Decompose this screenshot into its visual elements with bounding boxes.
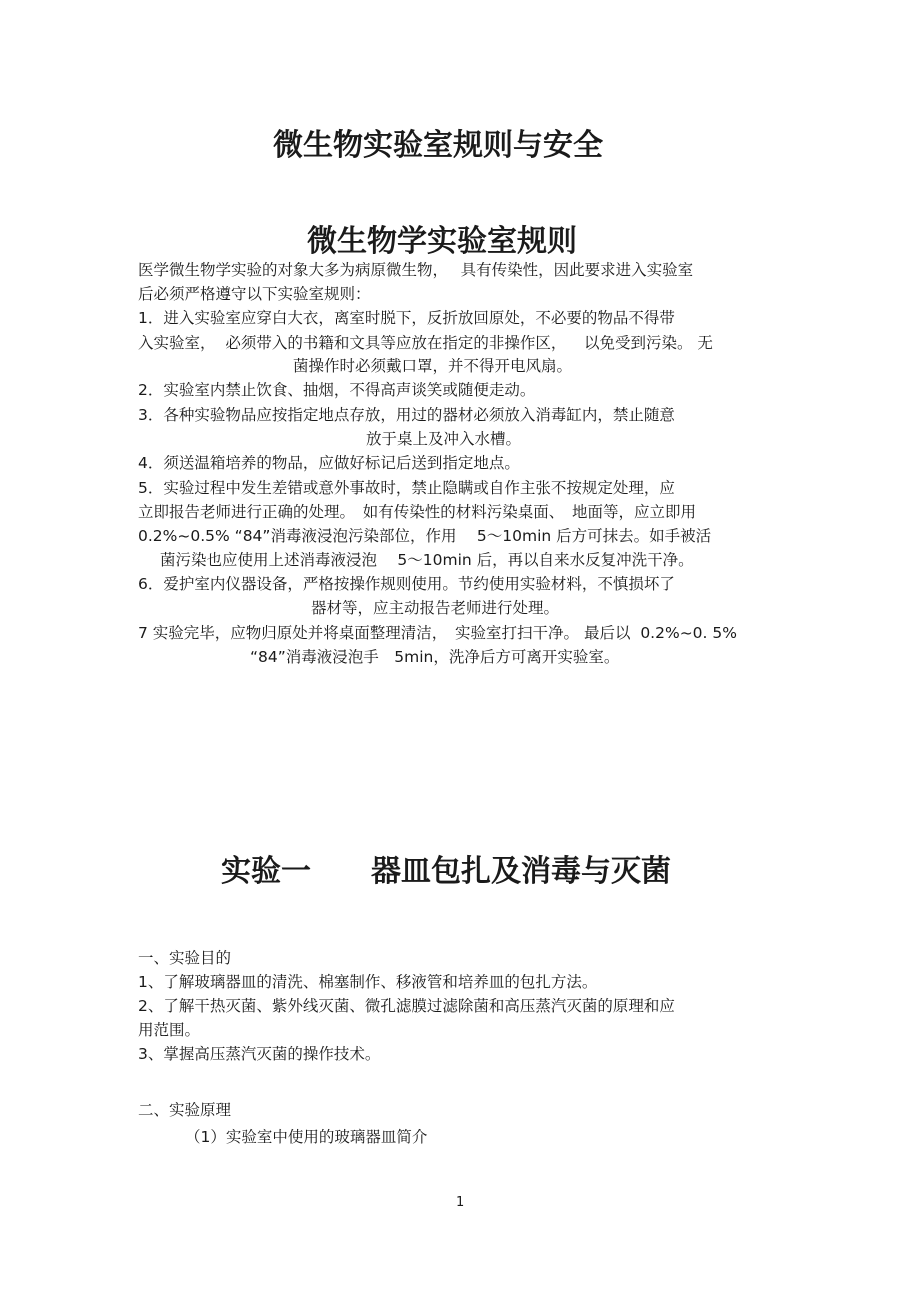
document-title: 微生物实验室规则与安全 (273, 128, 603, 163)
rule-item-7-line-1: 7 实验完毕，应物归原处并将桌面整理清洁， 实验室打扫干净。 最后以 0.2%~0. 5% (138, 624, 737, 642)
rule-item-6-line-1: 6．爱护室内仪器设备，严格按操作规则使用。节约使用实验材料，不慎损坏了 (138, 575, 675, 593)
principle-heading: 二、实验原理 (138, 1101, 232, 1119)
rule-item-5-line-1: 5．实验过程中发生差错或意外事故时，禁止隐瞒或自作主张不按规定处理，应 (138, 479, 675, 497)
rule-item-4: 4．须送温箱培养的物品，应做好标记后送到指定地点。 (138, 454, 520, 472)
experiment-heading: 实验一 器皿包扎及消毒与灭菌 (221, 854, 671, 889)
rule-item-1-line-3: 菌操作时必须戴口罩，并不得开电风扇。 (293, 357, 573, 375)
rule-item-5-line-2: 立即报告老师进行正确的处理。 如有传染性的材料污染桌面、 地面等，应立即用 (138, 503, 697, 521)
principle-subheading-1: （1）实验室中使用的玻璃器皿简介 (185, 1128, 428, 1146)
rule-item-6-line-2: 器材等，应主动报告老师进行处理。 (311, 599, 560, 617)
purpose-item-2-line-2: 用范围。 (138, 1021, 201, 1039)
page-number: 1 (456, 1195, 465, 1210)
rule-item-2: 2．实验室内禁止饮食、抽烟，不得高声谈笑或随便走动。 (138, 381, 536, 399)
rules-intro-line-2: 后必须严格遵守以下实验室规则： (138, 285, 371, 303)
rule-item-1-line-2: 入实验室， 必须带入的书籍和文具等应放在指定的非操作区， 以免受到污染。 无 (138, 334, 713, 352)
rule-item-3-line-1: 3．各种实验物品应按指定地点存放，用过的器材必须放入消毒缸内，禁止随意 (138, 406, 675, 424)
rule-item-1-line-1: 1．进入实验室应穿白大衣，离室时脱下，反折放回原处，不必要的物品不得带 (138, 309, 675, 327)
rule-item-5-line-3: 0.2%~0.5% “84”消毒液浸泡污染部位，作用 5～10min 后方可抹去。如手被活 (138, 527, 712, 545)
rule-item-7-line-2: “84”消毒液浸泡手 5min，洗净后方可离开实验室。 (250, 648, 620, 666)
purpose-item-2-line-1: 2、了解干热灭菌、紫外线灭菌、微孔滤膜过滤除菌和高压蒸汽灭菌的原理和应 (138, 997, 675, 1015)
rule-item-5-line-4: 菌污染也应使用上述消毒液浸泡 5～10min 后，再以自来水反复冲洗干净。 (160, 551, 694, 569)
rule-item-3-line-2: 放于桌上及冲入水槽。 (366, 430, 522, 448)
purpose-item-3: 3、掌握高压蒸汽灭菌的操作技术。 (138, 1045, 381, 1063)
rules-intro-line-1: 医学微生物学实验的对象大多为病原微生物， 具有传染性，因此要求进入实验室 (138, 261, 694, 279)
rules-heading: 微生物学实验室规则 (307, 224, 577, 259)
purpose-heading: 一、实验目的 (138, 949, 232, 967)
purpose-item-1: 1、了解玻璃器皿的清洗、棉塞制作、移液管和培养皿的包扎方法。 (138, 973, 598, 991)
